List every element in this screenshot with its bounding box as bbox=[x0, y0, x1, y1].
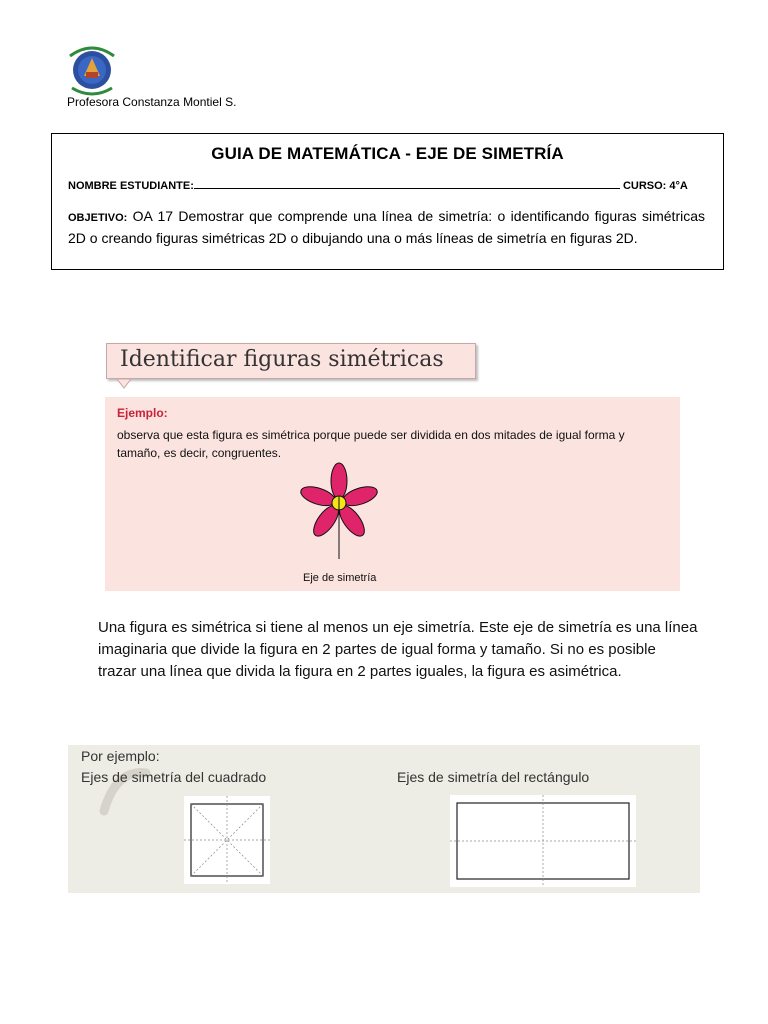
section-title: Identificar figuras simétricas bbox=[120, 347, 444, 372]
symmetric-figures-panel bbox=[105, 343, 680, 591]
tab-pointer-icon bbox=[117, 379, 131, 389]
objective-text: OA 17 Demostrar que comprende una línea de simetría: o identificando figuras simétricas 2D o creando figuras simétricas 2D o dibujando una o más líneas de simetría en figuras 2D. bbox=[68, 208, 706, 246]
section-tab bbox=[106, 343, 476, 379]
example-label: Ejemplo: bbox=[117, 406, 168, 420]
axis-label: Eje de simetría bbox=[303, 572, 377, 584]
example-intro: Por ejemplo: bbox=[81, 748, 160, 764]
guide-title: GUIA DE MATEMÁTICA - EJE DE SIMETRÍA bbox=[211, 144, 564, 163]
student-name-label: NOMBRE ESTUDIANTE: bbox=[68, 180, 194, 192]
guide-info-box bbox=[51, 133, 724, 270]
square-axes-label: Ejes de simetría del cuadrado bbox=[81, 769, 267, 785]
student-row bbox=[68, 179, 688, 192]
rectangle-axes-label: Ejes de simetría del rectángulo bbox=[397, 769, 590, 785]
example-text: observa que esta figura es simétrica porque puede ser dividida en dos mitades de igual forma y tamaño, es decir, congruentes. bbox=[117, 428, 625, 460]
axes-example-panel bbox=[68, 745, 700, 893]
objective-label: OBJETIVO: bbox=[68, 212, 128, 224]
objective bbox=[68, 206, 705, 248]
watermark-icon bbox=[96, 759, 166, 819]
rectangle-figure bbox=[450, 795, 636, 887]
square-figure bbox=[184, 796, 270, 884]
flower-icon bbox=[299, 461, 379, 561]
course-label: CURSO: 4°A bbox=[622, 180, 688, 192]
school-logo bbox=[64, 42, 120, 98]
student-name-line[interactable] bbox=[194, 179, 620, 189]
teacher-name: Profesora Constanza Montiel S. bbox=[67, 95, 237, 109]
definition-paragraph: Una figura es simétrica si tiene al menos un eje simetría. Este eje de simetría es una línea imaginaria que divide la figura en 2 partes de igual forma y tamaño. Si no es posible trazar una línea que divida la figura en 2 partes iguales, la figura es asimétrica. bbox=[98, 619, 698, 680]
